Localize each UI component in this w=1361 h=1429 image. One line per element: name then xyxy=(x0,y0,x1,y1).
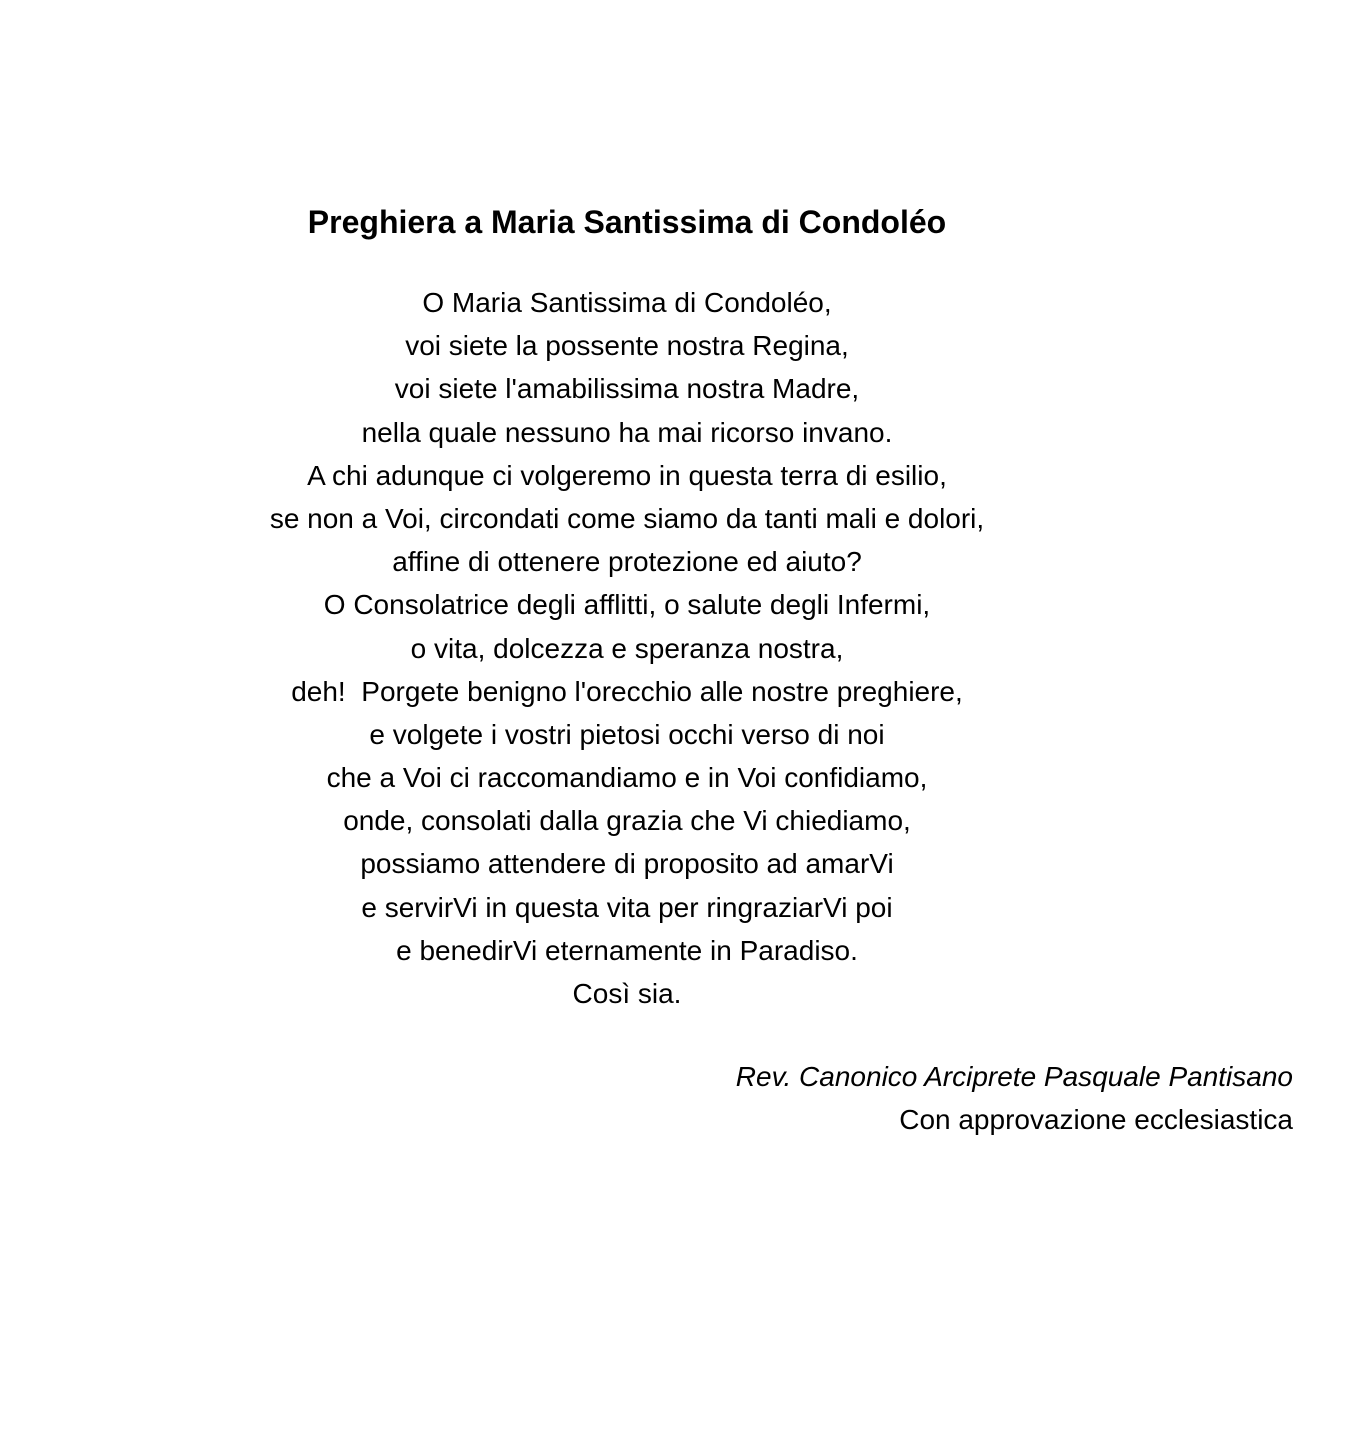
prayer-line: e volgete i vostri pietosi occhi verso di noi xyxy=(369,718,885,750)
prayer-line: deh! Porgete benigno l'orecchio alle nostre preghiere, xyxy=(291,675,963,707)
author-name: Rev. Canonico Arciprete Pasquale Pantisano xyxy=(735,1061,1293,1092)
prayer-line: e servirVi in questa vita per ringraziarVi poi xyxy=(361,891,893,923)
ecclesiastical-approval: Con approvazione ecclesiastica xyxy=(899,1104,1293,1135)
prayer-line: O Maria Santissima di Condoléo, xyxy=(422,287,832,318)
prayer-line: o vita, dolcezza e speranza nostra, xyxy=(410,632,844,664)
prayer-line: nella quale nessuno ha mai ricorso invano. xyxy=(361,416,893,448)
prayer-line: se non a Voi, circondati come siamo da tanti mali e dolori, xyxy=(269,502,985,534)
prayer-line: affine di ottenere protezione ed aiuto? xyxy=(392,546,862,578)
prayer-text xyxy=(0,281,1254,1015)
prayer-line: A chi adunque ci volgeremo in questa terra di esilio, xyxy=(307,459,947,491)
prayer-line-closing: Così sia. xyxy=(572,978,682,1009)
prayer-title: Preghiera a Maria Santissima di Condoléo xyxy=(307,204,947,240)
prayer-line: voi siete la possente nostra Regina, xyxy=(405,330,849,362)
prayer-line: e benedirVi eternamente in Paradiso. xyxy=(396,934,858,966)
prayer-line: O Consolatrice degli afflitti, o salute degli Infermi, xyxy=(323,589,931,621)
signature-block xyxy=(736,1055,1293,1141)
prayer-line: onde, consolati dalla grazia che Vi chiediamo, xyxy=(343,805,911,837)
prayer-line: possiamo attendere di proposito ad amarVi xyxy=(360,848,894,880)
prayer-line: voi siete l'amabilissima nostra Madre, xyxy=(394,373,860,405)
prayer-line: che a Voi ci raccomandiamo e in Voi confidiamo, xyxy=(326,762,928,794)
